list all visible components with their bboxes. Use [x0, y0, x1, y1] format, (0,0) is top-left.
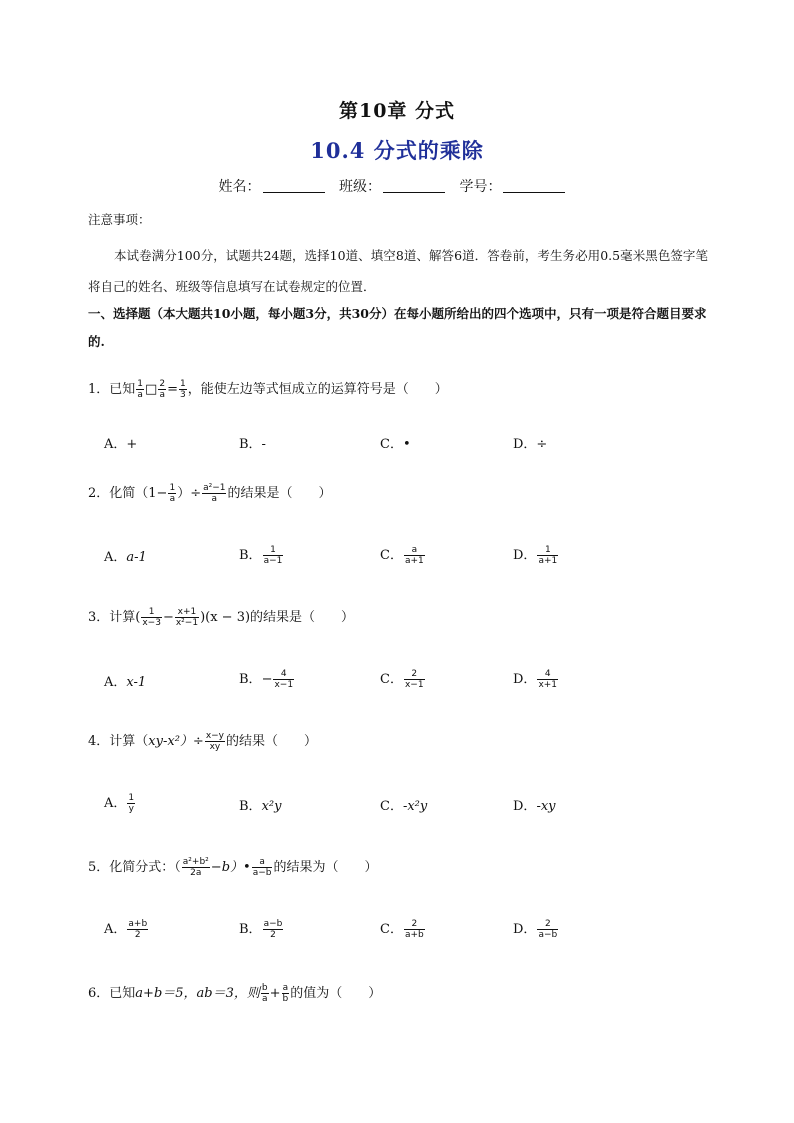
notice-title: 注意事项：	[88, 212, 151, 227]
fraction: $\frac{x-y}{xy}$	[205, 731, 225, 752]
id-blank[interactable]	[503, 178, 565, 193]
expression: a+b＝5，ab＝3，则	[135, 986, 260, 1001]
class-label: 班级：	[339, 179, 381, 195]
student-info-line	[0, 176, 794, 196]
question-text: 化简（1−	[109, 486, 168, 501]
q3-option-a[interactable]: A．x-1	[104, 675, 147, 690]
fraction: $\frac{1}{a}$	[169, 483, 176, 504]
notice-body: 本试卷满分100分，试题共24题，选择10道、填空8道、解答6道．答卷前，考生务必用0.5毫米黑色签字笔将自己的姓名、班级等信息填写在试卷规定的位置．	[88, 248, 708, 294]
question-text: 的结果（ ）	[226, 734, 318, 749]
fraction: $\frac{a}{b}$	[282, 983, 289, 1004]
q5-option-d[interactable]: D． $\frac{2}{a-b}$	[513, 919, 558, 940]
q4-option-b[interactable]: B．x²y	[239, 799, 282, 814]
question-text: 计算（	[109, 734, 149, 749]
q1-option-a[interactable]: A．+	[104, 437, 138, 452]
question-text: 已知	[109, 986, 136, 1001]
equals-sign: =	[167, 382, 178, 397]
question-4	[88, 730, 317, 752]
question-number: 4．	[88, 734, 110, 749]
section-one-heading: 一、选择题（本大题共10小题，每小题3分，共30分）在每小题所给出的四个选项中，只有一项是符合题目要求的.	[88, 306, 707, 349]
fraction: $\frac{\text{a²−1}}{a}$	[203, 483, 226, 504]
question-text: 化简分式：（	[109, 860, 181, 875]
question-text: 已知	[109, 382, 136, 397]
q2-option-d[interactable]: D． $\frac{1}{a+1}$	[513, 545, 558, 566]
q3-option-d[interactable]: D． $\frac{4}{x+1}$	[513, 669, 558, 690]
question-text: 计算(	[109, 610, 141, 625]
operator-box: □	[145, 382, 158, 397]
question-text: 的值为（ ）	[290, 986, 382, 1001]
question-text: ，能使左边等式恒成立的运算符号是（ ）	[187, 382, 448, 397]
fraction: $\frac{1}{3}$	[179, 379, 186, 400]
question-text: 的结果为（ ）	[273, 860, 378, 875]
fraction: $\frac{2}{a}$	[159, 379, 166, 400]
plus-sign: +	[269, 986, 281, 1001]
q4-option-c[interactable]: C．-x²y	[380, 799, 428, 814]
question-number: 2．	[88, 486, 110, 501]
q4-option-d[interactable]: D．-xy	[513, 799, 556, 814]
q3-option-c[interactable]: C． $\frac{2}{x-1}$	[380, 669, 424, 690]
question-text: ）÷	[177, 486, 202, 501]
fraction: $\frac{1}{a}$	[137, 379, 144, 400]
q2-option-b[interactable]: B． $\frac{1}{a-1}$	[239, 545, 283, 566]
fraction: $\frac{a}{a-b}$	[252, 857, 272, 878]
q5-option-b[interactable]: B． $\frac{a-b}{2}$	[239, 919, 283, 940]
section-title: 10.4 分式的乘除	[310, 138, 484, 163]
fraction: $\frac{b}{a}$	[261, 983, 268, 1004]
fraction: $\frac{1}{x-3}$	[142, 607, 161, 628]
q3-option-b[interactable]: B．− $\frac{4}{x-1}$	[239, 669, 294, 690]
expression: −b）•	[210, 860, 251, 875]
minus-sign: −	[162, 610, 174, 625]
q5-option-a[interactable]: A． $\frac{a+b}{2}$	[104, 919, 148, 940]
question-1	[88, 378, 448, 400]
class-blank[interactable]	[383, 178, 445, 193]
question-5	[88, 856, 377, 878]
chapter-title: 第10章 分式	[338, 100, 456, 122]
question-2	[88, 482, 332, 504]
fraction: $\frac{x+1}{\text{x²−1}}$	[175, 607, 199, 628]
question-6	[88, 982, 381, 1004]
q4-option-a[interactable]: A． $\frac{1}{y}$	[104, 793, 135, 814]
q2-option-a[interactable]: A．a-1	[104, 550, 147, 565]
question-3	[88, 606, 354, 628]
q1-option-b[interactable]: B．-	[239, 437, 266, 452]
q1-option-d[interactable]: D．÷	[513, 437, 548, 452]
question-text: 的结果是（ ）	[227, 486, 332, 501]
q5-option-c[interactable]: C． $\frac{2}{a+b}$	[380, 919, 424, 940]
question-number: 3．	[88, 610, 110, 625]
q2-option-c[interactable]: C． $\frac{a}{a+1}$	[380, 545, 424, 566]
name-label: 姓名：	[218, 179, 261, 195]
fraction: $\frac{\text{a²+b²}}{2a}$	[182, 857, 209, 878]
id-label: 学号：	[459, 179, 502, 195]
name-blank[interactable]	[263, 178, 325, 193]
question-number: 6．	[88, 986, 110, 1001]
question-number: 1．	[88, 382, 110, 397]
question-number: 5．	[88, 860, 110, 875]
q1-option-c[interactable]: C．•	[380, 437, 411, 452]
expression: xy-x²）÷	[148, 734, 204, 749]
question-text: )(x − 3)	[200, 610, 251, 625]
question-text: 的结果是（ ）	[250, 610, 355, 625]
